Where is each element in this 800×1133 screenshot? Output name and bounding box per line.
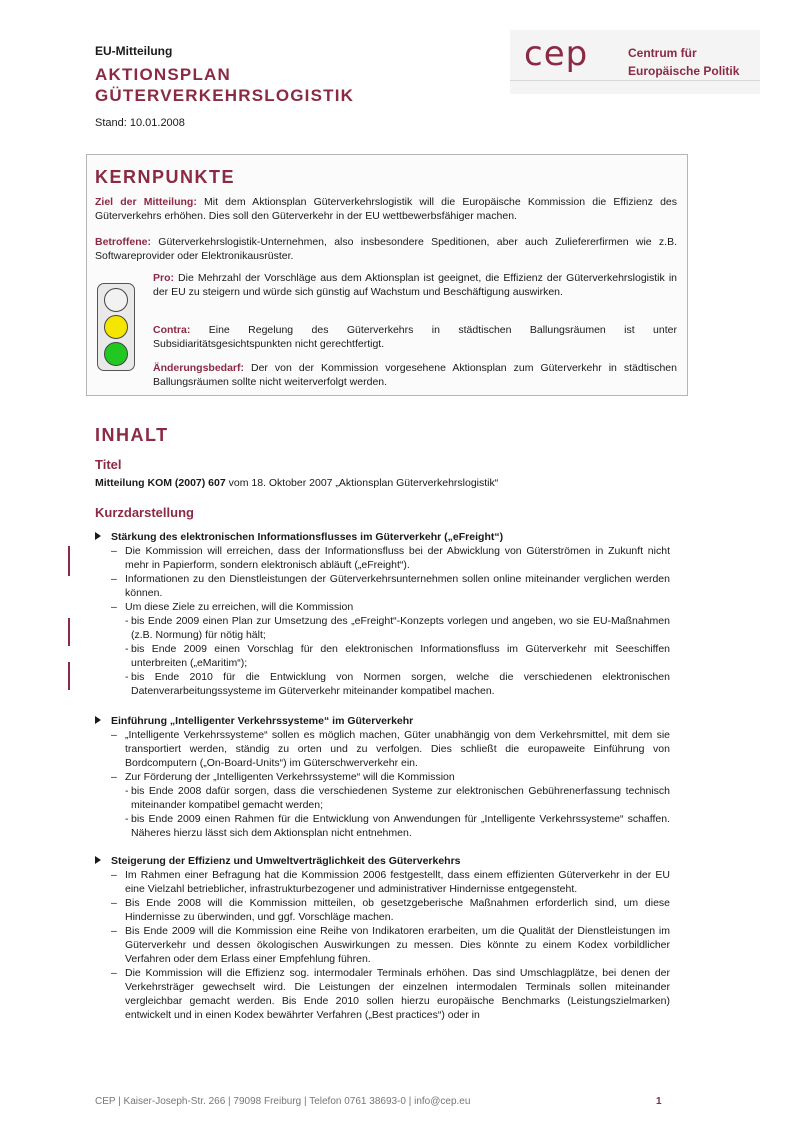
triangle-bullet-icon (95, 856, 101, 864)
traffic-light-bottom (104, 342, 128, 366)
section-heading: Stärkung des elektronischen Informationsflusses im Güterverkehr („eFreight“) (95, 530, 670, 544)
logo-mark: cep (524, 34, 589, 74)
footer-contact: CEP | Kaiser-Joseph-Str. 266 | 79098 Freiburg | Telefon 0761 38693-0 | info@cep.eu (95, 1096, 471, 1107)
key-points-title: KERNPUNKTE (95, 167, 236, 187)
change-marker (68, 618, 70, 646)
section-efficiency (95, 854, 670, 1022)
sub-list-item: - bis Ende 2009 einen Vorschlag für den elektronischen Informationsfluss im Güterverkehr mit Seeschiffen unterbreiten („eMaritim“); (111, 642, 670, 670)
section-heading: Einführung „Intelligenter Verkehrssysteme“ im Güterverkehr (95, 714, 670, 728)
title-heading: Titel (95, 457, 122, 472)
cep-logo (510, 30, 760, 94)
affected-paragraph: Betroffene: Güterverkehrslogistik-Unternehmen, also insbesondere Speditionen, aber auch Zuliefererfirmen wie z.B. Softwareprovider oder Elektronikausrüster. (95, 236, 677, 262)
sub-list-item: - bis Ende 2009 einen Plan zur Umsetzung des „eFreight“-Konzepts vorlegen und angeben, wo sie EU-Maßnahmen (z.B. Normung) für nötig hält; (111, 614, 670, 642)
logo-divider (510, 80, 760, 81)
document-title: AKTIONSPLAN GÜTERVERKEHRSLOGISTIK (95, 65, 355, 105)
list-item: – Um diese Ziele zu erreichen, will die Kommission (111, 600, 670, 614)
section-its (95, 714, 670, 840)
sub-list-item: - bis Ende 2009 einen Rahmen für die Entwicklung von Anwendungen für „Intelligente Verkehrssysteme“ schaffen. Näheres hierzu lässt sich dem Aktionsplan nicht entnehmen. (111, 812, 670, 840)
list-item: – Im Rahmen einer Befragung hat die Kommission 2006 festgestellt, dass einem effizienten Güterverkehr in der EU eine Vielzahl betrieblicher, infrastrukturbezogener und administrativer Hindernisse entgegensteht. (111, 868, 670, 896)
key-points-box (86, 154, 688, 396)
list-item: – „Intelligente Verkehrssysteme“ sollen es möglich machen, Güter unabhängig von dem Verkehrsmittel, mit dem sie transportiert werden, ständig zu orten und zu verfolgen. Dies schließt die europaweite Einführung von Bordcomputern („On-Board-Units“) im Güterschwerverkehr ein. (111, 728, 670, 770)
traffic-light-icon (97, 283, 135, 371)
section-heading: Steigerung der Effizienz und Umweltverträglichkeit des Güterverkehrs (95, 854, 670, 868)
list-item: – Die Kommission will die Effizienz sog. intermodaler Terminals erhöhen. Das sind Umschlagplätze, bei denen der Verkehrsträger gewechselt wird. Die Leistungen der einzelnen intermodalen Terminals sollen miteinander vergleichbar gemacht werden. Bis Ende 2010 sollen hierzu europäische Benchmarks (Leistungszielmarken) entwickelt und in einen Kodex bewährter Verfahren („Best practices“) oder in (111, 966, 670, 1022)
list-item: – Die Kommission will erreichen, dass der Informationsfluss bei der Abwicklung von Güterströmen in Zukunft nicht mehr in Papierform, sondern elektronisch abläuft („eFreight“). (111, 544, 670, 572)
triangle-bullet-icon (95, 532, 101, 540)
list-item: – Bis Ende 2008 will die Kommission mitteilen, ob gesetzgeberische Maßnahmen erforderlich sind, um diese Hindernisse zu überwinden, und ggf. Vorschläge machen. (111, 896, 670, 924)
change-paragraph: Änderungsbedarf: Der von der Kommission vorgesehene Aktionsplan zum Güterverkehr in städtischen Ballungsräumen sollte nicht weiterverfolgt werden. (153, 362, 677, 388)
change-marker (68, 546, 70, 576)
document-date: Stand: 10.01.2008 (95, 117, 185, 129)
list-item: – Bis Ende 2009 will die Kommission eine Reihe von Indikatoren erarbeiten, um die Qualität der Dienstleistungen im Güterverkehr und dessen ökologischen Auswirkungen zu messen. Dies könnte zu einem Kodex vorbildlicher Verfahren oder dem Erlass einer Empfehlung führen. (111, 924, 670, 966)
traffic-light-top (104, 288, 128, 312)
pro-paragraph: Pro: Die Mehrzahl der Vorschläge aus dem Aktionsplan ist geeignet, die Effizienz der Güterverkehrslogistik in der EU zu steigern und würde sich günstig auf Wachstum und Beschäftigung auswirken. (153, 272, 677, 298)
logo-text: Centrum für Europäische Politik (628, 46, 740, 78)
document-reference: Mitteilung KOM (2007) 607 vom 18. Oktober 2007 „Aktionsplan Güterverkehrslogistik“ (95, 477, 499, 489)
triangle-bullet-icon (95, 716, 101, 724)
document-type-label: EU-Mitteilung (95, 44, 173, 58)
change-marker (68, 662, 70, 690)
section-efreight (95, 530, 670, 698)
list-item: – Informationen zu den Dienstleistungen der Güterverkehrsunternehmen sollen online miteinander verglichen werden können. (111, 572, 670, 600)
traffic-light-middle (104, 315, 128, 339)
sub-list-item: - bis Ende 2008 dafür sorgen, dass die verschiedenen Systeme zur elektronischen Gebührenerfassung technisch miteinander kompatibel gemacht werden; (111, 784, 670, 812)
contra-paragraph: Contra: Eine Regelung des Güterverkehrs in städtischen Ballungsräumen ist unter Subsidiaritätsgesichtspunkten nicht gerechtfertigt. (153, 324, 677, 350)
summary-heading: Kurzdarstellung (95, 505, 194, 520)
list-item: – Zur Förderung der „Intelligenten Verkehrssysteme“ will die Kommission (111, 770, 670, 784)
contents-heading: INHALT (95, 425, 169, 445)
goal-paragraph: Ziel der Mitteilung: Mit dem Aktionsplan Güterverkehrslogistik will die Europäische Kommission die Effizienz des Güterverkehrs erhöhen. Dies soll den Güterverkehr in der EU wettbewerbsfähiger machen. (95, 196, 677, 222)
sub-list-item: - bis Ende 2010 für die Entwicklung von Normen sorgen, welche die verschiedenen elektronischen Datenverarbeitungssysteme im Güterverkehr miteinander kompatibel machen. (111, 670, 670, 698)
page-number: 1 (656, 1096, 662, 1107)
